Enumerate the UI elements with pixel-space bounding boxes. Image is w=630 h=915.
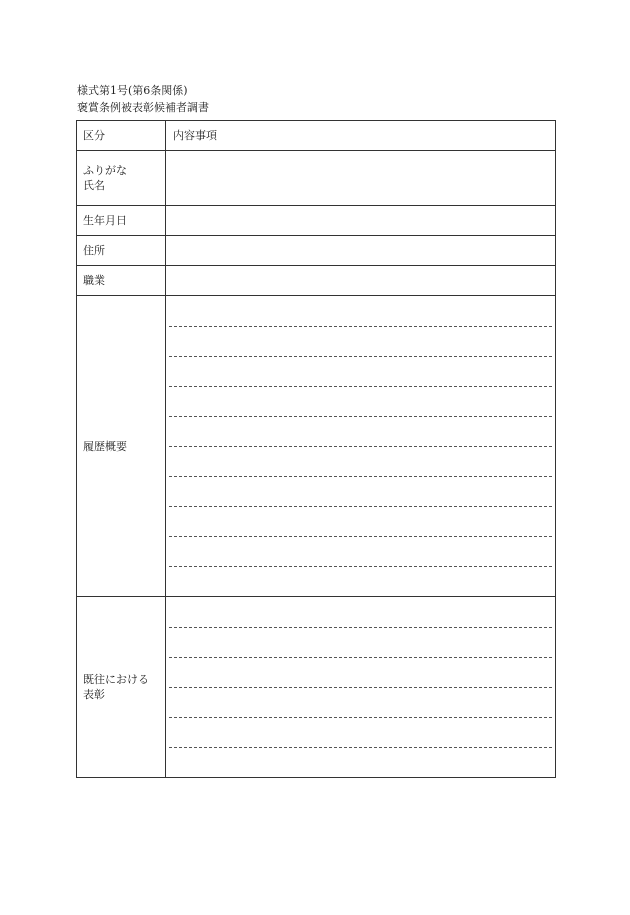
ruled-line [169,386,552,387]
category-header: 区分 [77,121,166,151]
ruled-line [169,506,552,507]
ruled-line [169,657,552,658]
ruled-line [169,476,552,477]
ruled-line [169,326,552,327]
awards-field[interactable] [166,597,556,778]
awards-row [77,597,556,778]
ruled-line [169,416,552,417]
content-header: 内容事項 [166,121,556,151]
address-field[interactable] [166,236,556,266]
ruled-line [169,356,552,357]
birthdate-field[interactable] [166,206,556,236]
history-label: 履歴概要 [77,296,166,597]
address-label: 住所 [77,236,166,266]
awards-ruled-lines [169,597,552,777]
name-label-cell [77,151,166,206]
name-label: 氏名 [83,179,105,192]
ruled-line [169,717,552,718]
birthdate-row [77,206,556,236]
form-title: 褒賞条例被表彰候補者調書 [77,101,209,114]
form-number: 様式第1号(第6条関係) [77,84,188,97]
occupation-row [77,266,556,296]
name-field[interactable] [166,151,556,206]
ruled-line [169,747,552,748]
ruled-line [169,536,552,537]
occupation-field[interactable] [166,266,556,296]
awards-label-cell [77,597,166,778]
history-field[interactable] [166,296,556,597]
name-row [77,151,556,206]
ruled-line [169,627,552,628]
furigana-label: ふりがな [83,164,127,177]
address-row [77,236,556,266]
history-row [77,296,556,597]
awards-label-line-1: 既往における [83,673,149,686]
awards-label-line-2: 表彰 [83,688,105,701]
table-header-row [77,121,556,151]
ruled-line [169,687,552,688]
occupation-label: 職業 [77,266,166,296]
birthdate-label: 生年月日 [77,206,166,236]
ruled-line [169,566,552,567]
ruled-line [169,446,552,447]
candidate-form-table [76,120,556,778]
history-ruled-lines [169,296,552,596]
